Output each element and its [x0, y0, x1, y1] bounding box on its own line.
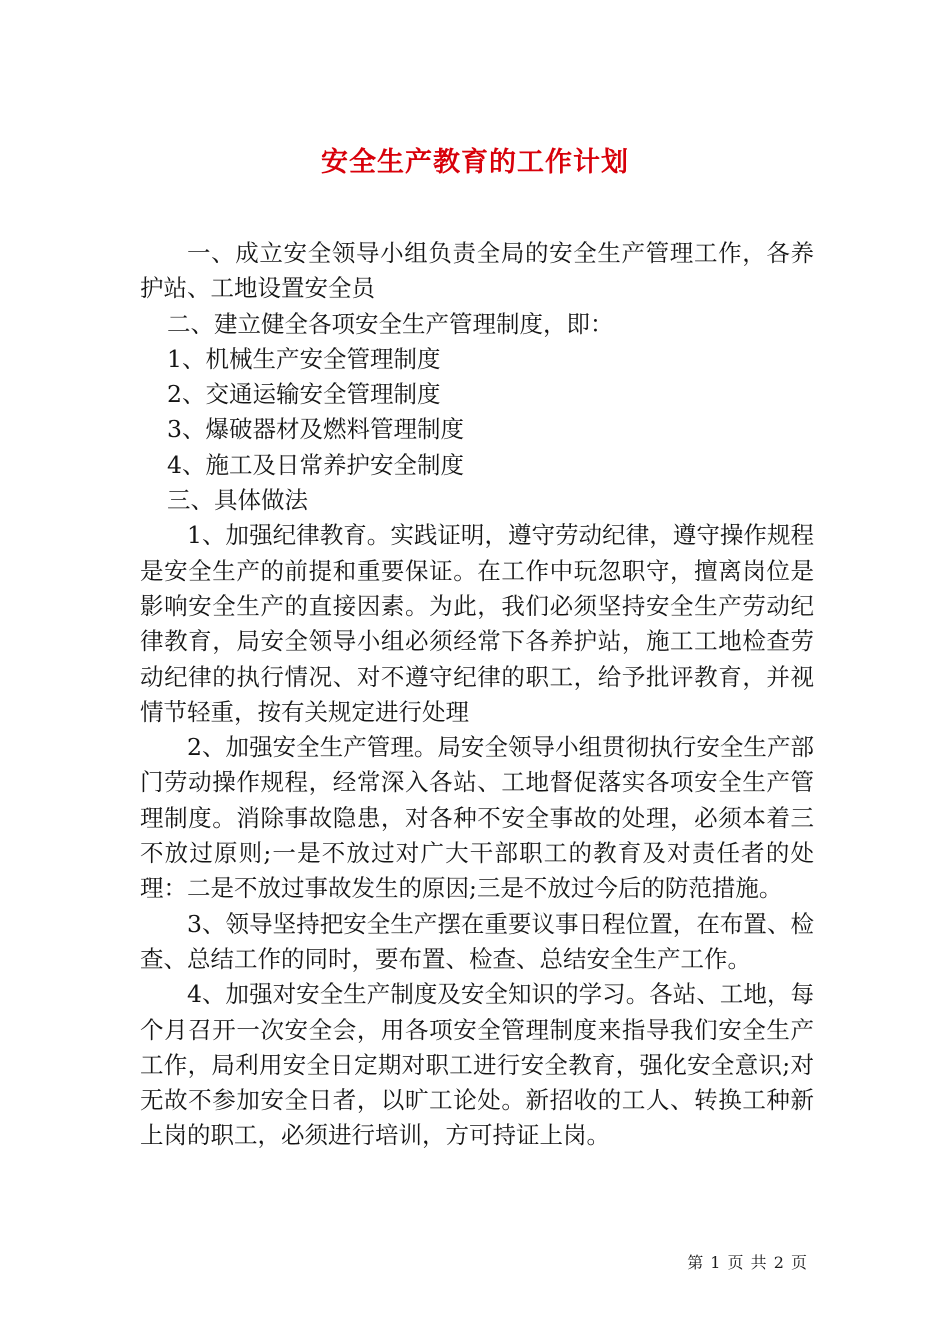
practice-paragraph-1: 1、加强纪律教育。实践证明，遵守劳动纪律，遵守操作规程是安全生产的前提和重要保证。在工作中玩忽职守，擅离岗位是影响安全生产的直接因素。为此，我们必须坚持安全生产劳动纪律教育，局安全领导小组必须经常下各养护站，施工工地检查劳动纪律的执行情况、对不遵守纪律的职工，给予批评教育，并视情节轻重，按有关规定进行处理	[140, 521, 814, 726]
page-title: 安全生产教育的工作计划	[321, 147, 629, 179]
rule-item-3: 3、爆破器材及燃料管理制度	[167, 415, 464, 444]
document-body	[140, 236, 814, 1154]
practice-paragraph-3: 3、领导坚持把安全生产摆在重要议事日程位置，在布置、检查、总结工作的同时，要布置、检查、总结安全生产工作。	[140, 909, 814, 973]
rule-item-4: 4、施工及日常养护安全制度	[167, 450, 464, 479]
section-three-heading: 三、具体做法	[167, 486, 309, 515]
section-two-heading: 二、建立健全各项安全生产管理制度，即：	[167, 309, 614, 338]
practice-paragraph-4: 4、加强对安全生产制度及安全知识的学习。各站、工地，每个月召开一次安全会，用各项安全管理制度来指导我们安全生产工作，局利用安全日定期对职工进行安全教育，强化安全意识;对无故不参加安全日者，以旷工论处。新招收的工人、转换工种新上岗的职工，必须进行培训，方可持证上岗。	[140, 980, 814, 1150]
page-number-footer: 第 1 页 共 2 页	[687, 1253, 808, 1272]
practice-paragraph-2: 2、加强安全生产管理。局安全领导小组贯彻执行安全生产部门劳动操作规程，经常深入各站、工地督促落实各项安全生产管理制度。消除事故隐患，对各种不安全事故的处理，必须本着三不放过原则;一是不放过对广大干部职工的教育及对责任者的处理：二是不放过事故发生的原因;三是不放过今后的防范措施。	[140, 733, 814, 903]
rule-item-2: 2、交通运输安全管理制度	[167, 380, 441, 409]
rule-item-1: 1、机械生产安全管理制度	[167, 344, 441, 373]
section-one-paragraph: 一、成立安全领导小组负责全局的安全生产管理工作，各养护站、工地设置安全员	[140, 239, 814, 303]
